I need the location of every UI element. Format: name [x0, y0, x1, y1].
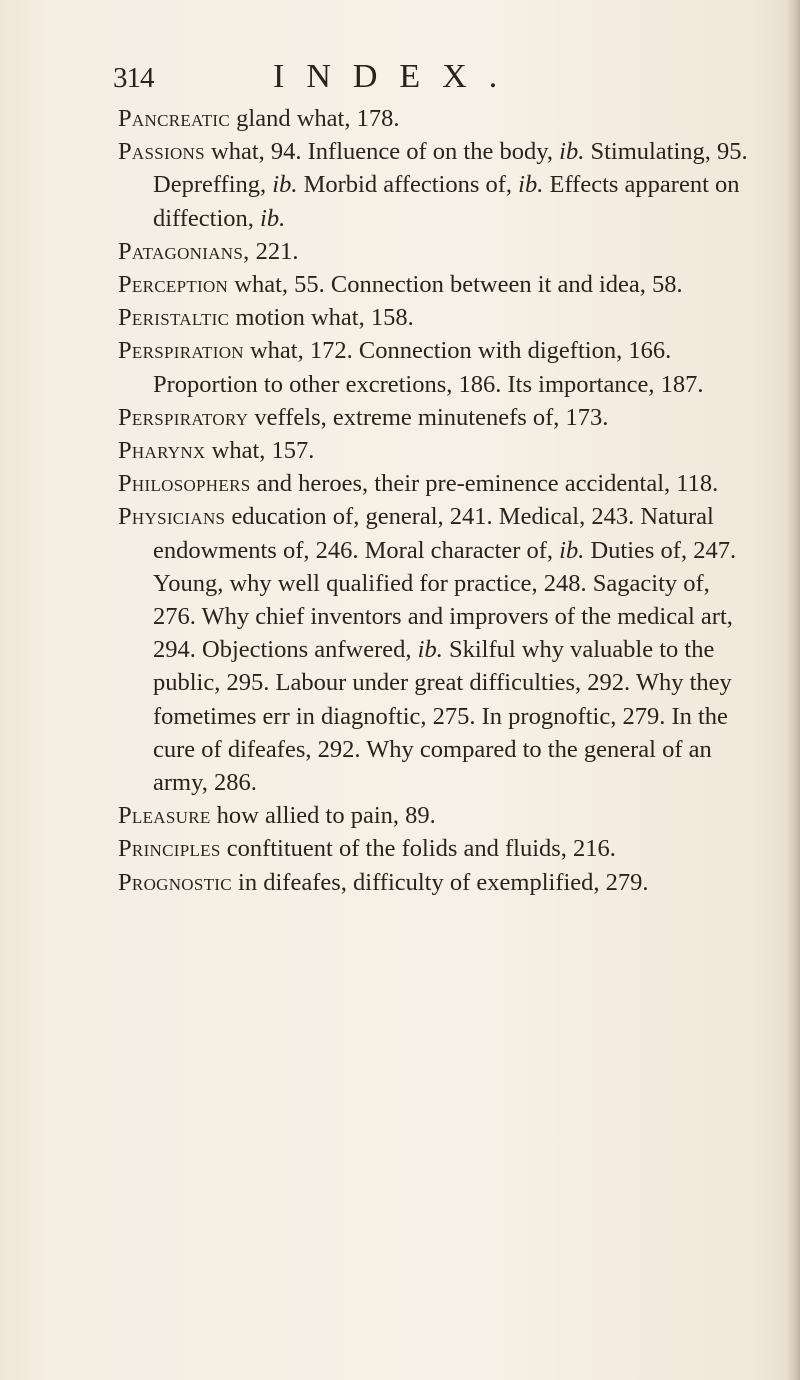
- entry-text: what, 55. Connection between it and idea, 58.: [228, 271, 683, 299]
- index-entry: [118, 799, 758, 832]
- index-entry: [118, 866, 758, 899]
- entry-headword: Prognostic: [118, 868, 232, 896]
- entry-headword: Perspiration: [118, 337, 244, 365]
- entry-text: conftituent of the folids and fluids, 216.: [220, 835, 616, 863]
- entry-headword: Passions: [118, 138, 205, 166]
- entry-text: what, 172. Connection with digeftion, 166. Proportion to other excretions, 186. Its importance, 187.: [153, 337, 704, 398]
- index-entry: [118, 334, 758, 400]
- entry-text: and heroes, their pre-eminence accidental, 118.: [250, 470, 719, 498]
- entry-text: education of, general, 241. Medical, 243. Natural endowments of, 246. Moral character of, ib. Duties of, 247. Young, why well qualified for practice, 248. Sagacity of, 276. Why chief inventors and improvers of the medical art, 294. Objections anfwered, ib. Skilful why valuable to the public, 295. Labour under great difficulties, 292. Why they fometimes err in diagnoftic, 275. In prognoftic, 279. In the cure of difeafes, 292. Why compared to the general of an army, 286.: [153, 503, 737, 797]
- entry-text: what, 157.: [205, 437, 315, 465]
- entry-headword: Pharynx: [118, 437, 206, 465]
- index-entry: [118, 102, 758, 135]
- page-edge-shadow: [786, 0, 800, 1380]
- index-entry: [118, 401, 758, 434]
- entry-headword: Physicians: [118, 503, 226, 531]
- index-entry: [118, 235, 758, 268]
- index-entry: [118, 434, 758, 467]
- page-header: [113, 58, 673, 102]
- entry-headword: Patagonians,: [118, 237, 250, 265]
- index-entry: [118, 500, 758, 799]
- entry-headword: Pleasure: [118, 802, 211, 830]
- entry-headword: Perception: [118, 271, 229, 299]
- entry-headword: Philosophers: [118, 470, 251, 498]
- entry-text: 221.: [249, 237, 299, 265]
- index-entry: [118, 832, 758, 865]
- index-entry: [118, 268, 758, 301]
- entry-text: veffels, extreme minutenefs of, 173.: [248, 403, 609, 431]
- entry-headword: Pancreatic: [118, 105, 231, 132]
- entry-text: gland what, 178.: [230, 105, 400, 132]
- index-entries: [118, 102, 758, 899]
- entry-headword: Peristaltic: [118, 304, 230, 332]
- entry-text: in difeafes, difficulty of exemplified, 279.: [231, 868, 649, 896]
- index-entry: [118, 467, 758, 500]
- entry-headword: Principles: [118, 835, 221, 863]
- page-number: 314: [113, 62, 154, 94]
- index-entry: [118, 301, 758, 334]
- running-title: INDEX.: [273, 58, 520, 95]
- index-entry: [118, 135, 758, 235]
- entry-text: motion what, 158.: [229, 304, 414, 332]
- entry-headword: Perspiratory: [118, 403, 249, 431]
- entry-text: what, 94. Influence of on the body, ib. Stimulating, 95. Depreffing, ib. Morbid affections of, ib. Effects apparent on diffection, ib.: [153, 138, 748, 232]
- entry-text: how allied to pain, 89.: [210, 802, 436, 830]
